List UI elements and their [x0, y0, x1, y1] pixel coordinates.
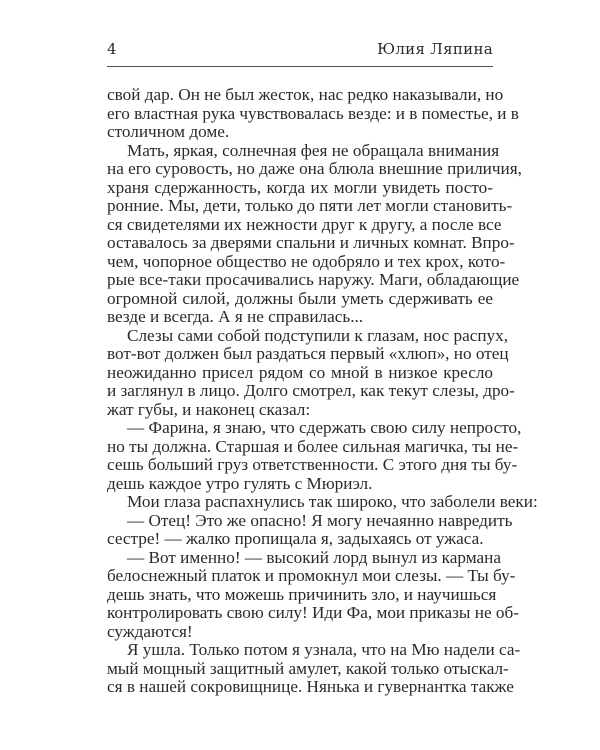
text-line: на его суровость, но даже она блюла внешние приличия, — [107, 159, 522, 178]
text-line: Мои глаза распахнулись так широко, что заболели веки: — [127, 492, 538, 511]
text-line: жат губы, и наконец сказал: — [107, 399, 311, 419]
text-line: Слезы сами собой подступили к глазам, нос распух, — [127, 325, 509, 345]
text-line: вот-вот должен был раздаться первый «хлюп», но отец — [107, 344, 509, 363]
text-line: его властная рука чувствовалась везде: и в поместье, и в — [107, 103, 519, 123]
paragraph — [107, 492, 538, 512]
text-line: — Вот именно! — высокий лорд вынул из кармана — [127, 547, 501, 567]
text-line: ронние. Мы, дети, только до пяти лет могли становить- — [107, 196, 513, 215]
paragraph — [107, 510, 513, 549]
page-number: 4 — [107, 40, 117, 58]
text-line: мый мощный защитный амулет, какой только отыскал- — [107, 658, 509, 678]
paragraph — [107, 85, 519, 142]
paragraph — [107, 640, 521, 697]
paragraph — [107, 547, 519, 642]
text-line: белоснежный платок и промокнул мои слезы. — Ты бу- — [107, 566, 516, 585]
text-line: свой дар. Он не был жесток, нас редко наказывали, но — [107, 85, 504, 104]
text-line: — Отец! Это же опасно! Я могу нечаянно навредить — [127, 510, 513, 530]
text-line: Я ушла. Только потом я узнала, что на Мю надели са- — [127, 640, 521, 659]
body-text — [107, 85, 538, 697]
text-line: неожиданно присел рядом со мной в низкое кресло — [107, 362, 493, 382]
text-line: и заглянул в лицо. Долго смотрел, как текут слезы, дро- — [107, 381, 515, 400]
text-line: Мать, яркая, солнечная фея не обращала внимания — [127, 140, 500, 160]
text-line: — Фарина, я знаю, что сдержать свою силу непросто, — [127, 418, 522, 437]
text-line: но ты должна. Старшая и более сильная магичка, ты не- — [107, 436, 519, 456]
paragraph — [107, 140, 522, 327]
paragraph — [107, 325, 515, 420]
text-line: суждаются! — [107, 621, 193, 641]
text-line: оставалось за дверями спальни и личных комнат. Впро- — [107, 233, 515, 252]
text-line: контролировать свою силу! Иди Фа, мои приказы не об- — [107, 603, 519, 622]
text-line: столичном доме. — [107, 122, 230, 141]
paragraph — [107, 418, 522, 493]
text-line: сестре! — жалко пропищала я, задыхаясь от ужаса. — [107, 529, 484, 548]
text-line: рые все-таки просачивались наружу. Маги, обладающие — [107, 270, 520, 289]
text-line: храня сдержанность, когда их могли увидеть посто- — [107, 177, 493, 197]
text-line: огромной силой, должны были уметь сдерживать ее — [107, 288, 493, 308]
text-line: дешь каждое утро гулять с Мюриэл. — [107, 473, 373, 493]
text-line: дешь знать, что можешь причинить зло, и научишься — [107, 584, 497, 604]
running-title-author: Юлия Ляпина — [377, 40, 493, 58]
text-line: сешь больший груз ответственности. С этого дня ты бу- — [107, 455, 518, 474]
text-line: везде и всегда. А я не справилась... — [107, 307, 364, 326]
running-header — [107, 38, 493, 67]
text-line: ся свидетелями их нежности друг к другу, а после все — [107, 214, 502, 234]
text-line: ся в нашей сокровищнице. Нянька и гувернантка также — [107, 677, 514, 696]
text-line: чем, чопорное общество не одобряло и тех крох, кото- — [107, 251, 506, 271]
